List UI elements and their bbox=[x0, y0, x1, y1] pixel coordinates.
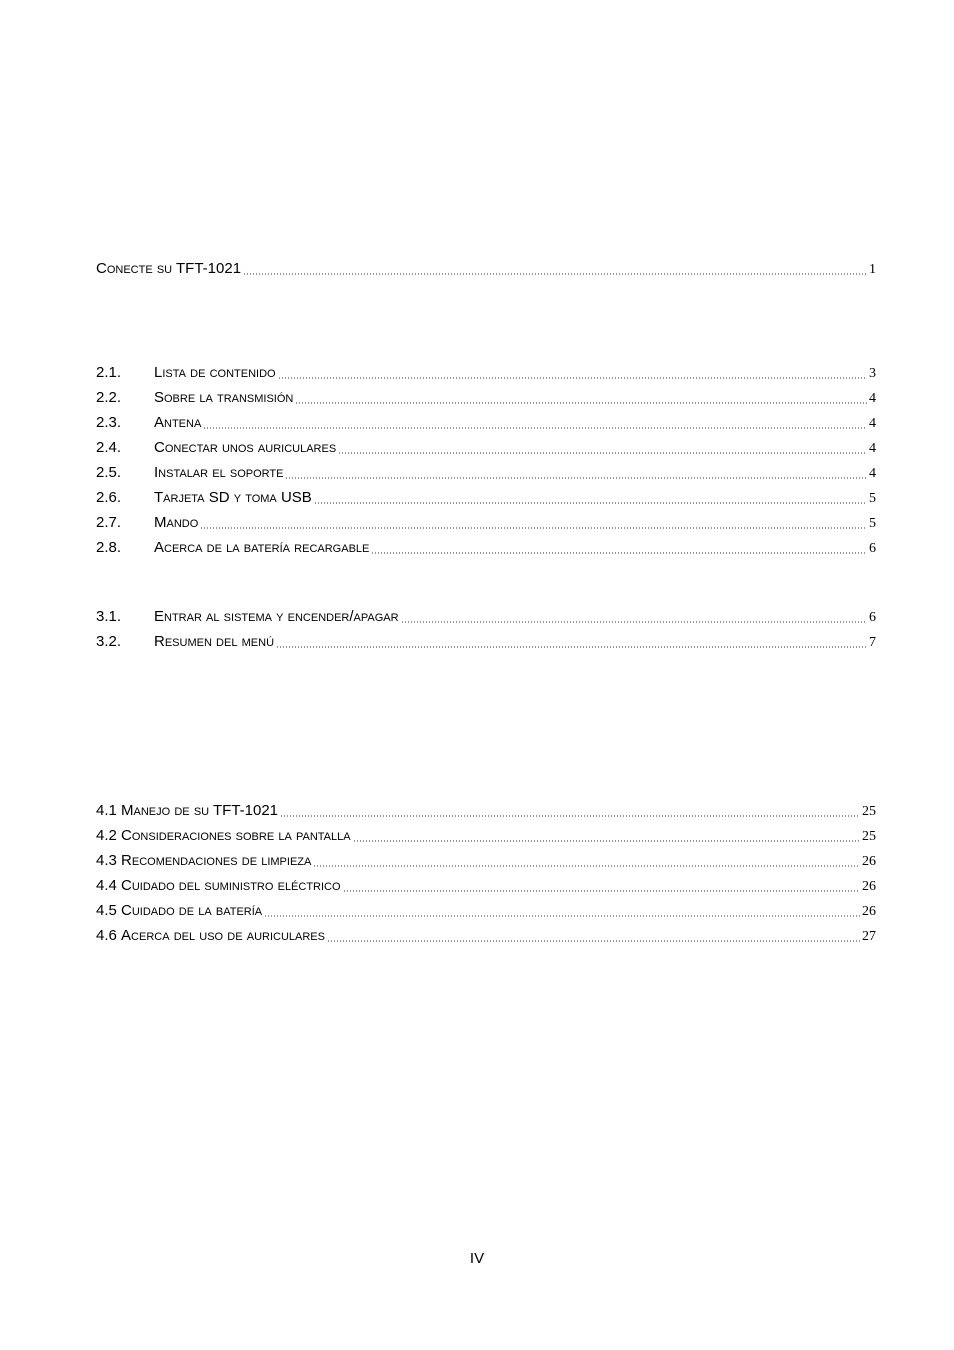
toc-entry-number: 4.6 bbox=[96, 927, 117, 944]
toc-entry-title: Antena bbox=[154, 414, 202, 431]
toc-entry-number: 4.3 bbox=[96, 852, 117, 869]
toc-entry-title: Resumen del menú bbox=[154, 633, 275, 650]
toc-entry[interactable] bbox=[96, 632, 876, 652]
toc-entry-title: Instalar el soporte bbox=[154, 464, 284, 481]
toc-entry-title: Lista de contenido bbox=[154, 364, 276, 381]
dot-leader bbox=[200, 527, 867, 529]
toc-entry-title: Cuidado de la batería bbox=[121, 902, 263, 919]
toc-entry[interactable] bbox=[96, 488, 876, 508]
dot-leader bbox=[243, 273, 867, 275]
toc-entry-title: Manejo de su TFT-1021 bbox=[121, 802, 279, 819]
toc-entry-title: Acerca de la batería recargable bbox=[154, 539, 370, 556]
toc-entry[interactable] bbox=[96, 926, 876, 946]
dot-leader bbox=[314, 502, 867, 504]
toc-entry[interactable] bbox=[96, 801, 876, 821]
toc-entry-page: 5 bbox=[869, 516, 876, 531]
page-number: IV bbox=[469, 1250, 485, 1267]
dot-leader bbox=[295, 402, 867, 404]
toc-entry[interactable] bbox=[96, 413, 876, 433]
toc-entry-number: 2.7. bbox=[96, 514, 122, 531]
dot-leader bbox=[280, 815, 860, 817]
toc-entry-page: 4 bbox=[869, 441, 876, 456]
toc-entry-page: 6 bbox=[869, 541, 876, 556]
toc-entry[interactable] bbox=[96, 259, 876, 279]
toc-entry[interactable] bbox=[96, 388, 876, 408]
toc-entry-number: 2.4. bbox=[96, 439, 122, 456]
toc-entry-number: 3.2. bbox=[96, 633, 122, 650]
toc-entry-number: 3.1. bbox=[96, 608, 122, 625]
dot-leader bbox=[343, 890, 860, 892]
toc-entry[interactable] bbox=[96, 463, 876, 483]
toc-entry-page: 3 bbox=[869, 366, 876, 381]
toc-entry-number: 2.1. bbox=[96, 364, 122, 381]
toc-entry[interactable] bbox=[96, 438, 876, 458]
toc-entry[interactable] bbox=[96, 363, 876, 383]
dot-leader bbox=[401, 621, 867, 623]
dot-leader bbox=[278, 377, 867, 379]
toc-entry-title: Mando bbox=[154, 514, 199, 531]
toc-entry-title: Sobre la transmisión bbox=[154, 389, 294, 406]
toc-entry-title: Conecte su TFT-1021 bbox=[96, 260, 242, 277]
toc-entry-page: 6 bbox=[869, 610, 876, 625]
toc-entry-page: 4 bbox=[869, 466, 876, 481]
toc-entry-page: 7 bbox=[869, 635, 876, 650]
toc-entry-number: 2.8. bbox=[96, 539, 122, 556]
toc-entry-title: Conectar unos auriculares bbox=[154, 439, 337, 456]
toc-entry-number: 4.5 bbox=[96, 902, 117, 919]
toc-entry[interactable] bbox=[96, 876, 876, 896]
dot-leader bbox=[313, 865, 860, 867]
toc-entry-number: 4.1 bbox=[96, 802, 117, 819]
toc-entry[interactable] bbox=[96, 826, 876, 846]
toc-entry-title: Acerca del uso de auriculares bbox=[121, 927, 325, 944]
toc-entry[interactable] bbox=[96, 607, 876, 627]
dot-leader bbox=[371, 552, 867, 554]
toc-entry-title: Tarjeta SD y toma USB bbox=[154, 489, 312, 506]
dot-leader bbox=[338, 452, 867, 454]
toc-entry-page: 26 bbox=[862, 854, 876, 869]
toc-entry-title: Cuidado del suministro eléctrico bbox=[121, 877, 341, 894]
toc-entry[interactable] bbox=[96, 513, 876, 533]
toc-entry-number: 2.3. bbox=[96, 414, 122, 431]
toc-entry-page: 26 bbox=[862, 879, 876, 894]
toc-entry-number: 2.5. bbox=[96, 464, 122, 481]
toc-entry-title: Entrar al sistema y encender/apagar bbox=[154, 608, 399, 625]
toc-entry-page: 26 bbox=[862, 904, 876, 919]
toc-entry-number: 4.4 bbox=[96, 877, 117, 894]
toc-entry-page: 1 bbox=[869, 262, 876, 277]
toc-entry[interactable] bbox=[96, 538, 876, 558]
dot-leader bbox=[276, 646, 867, 648]
dot-leader bbox=[327, 940, 860, 942]
toc-entry-number: 4.2 bbox=[96, 827, 117, 844]
dot-leader bbox=[264, 915, 860, 917]
toc-entry[interactable] bbox=[96, 901, 876, 921]
dot-leader bbox=[353, 840, 860, 842]
toc-entry-number: 2.6. bbox=[96, 489, 122, 506]
dot-leader bbox=[285, 477, 867, 479]
toc-entry-page: 25 bbox=[862, 829, 876, 844]
toc-entry-page: 25 bbox=[862, 804, 876, 819]
toc-entry[interactable] bbox=[96, 851, 876, 871]
toc-entry-title: Recomendaciones de limpieza bbox=[121, 852, 312, 869]
toc-entry-page: 4 bbox=[869, 391, 876, 406]
toc-entry-page: 27 bbox=[862, 929, 876, 944]
toc-entry-number: 2.2. bbox=[96, 389, 122, 406]
toc-entry-page: 5 bbox=[869, 491, 876, 506]
toc-entry-title: Consideraciones sobre la pantalla bbox=[121, 827, 351, 844]
dot-leader bbox=[203, 427, 867, 429]
toc-entry-page: 4 bbox=[869, 416, 876, 431]
